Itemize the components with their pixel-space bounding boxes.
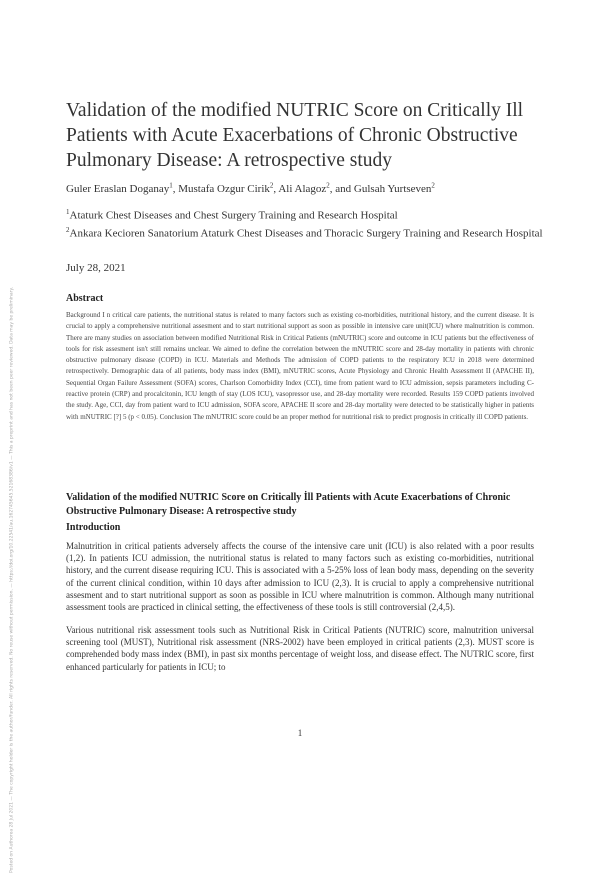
- publication-date: July 28, 2021: [66, 262, 126, 274]
- paper-title: Validation of the modified NUTRIC Score on Critically Ill Patients with Acute Exacerbations of Chronic Obstructive Pulmonary Disease: A retrospective study: [66, 100, 524, 171]
- author: Guler Eraslan Doganay$^1$,: [66, 181, 179, 195]
- affiliation: $^1$Ataturk Chest Diseases and Chest Surgery Training and Research Hospital: [66, 208, 398, 222]
- sidebar-stamp-text: Posted on Authorea 28 Jul 2021 — The copyright holder is the author/funder. All rights reserved. No reuse without permission. — https://doi.org/10.22541/au.162745645.52168386/v1 — This a preprint and has not been peer reviewed. Data may be preliminary.: [9, 287, 15, 873]
- abstract-heading: Abstract: [66, 293, 104, 304]
- preprint-sidebar-stamp: [6, 287, 18, 873]
- author-list: [66, 181, 546, 195]
- introduction-heading: Introduction: [66, 522, 121, 533]
- page-number: 1: [297, 728, 303, 738]
- affiliations: [66, 205, 546, 240]
- body-paragraph: Malnutrition in critical patients adversely affects the course of the intensive care unit (ICU) is also related with a poor results (1,2). In patients ICU admission, the nutritional status is related to many factors such as existing co-morbidities, nutritional history, and the current disease requiring ICU. This is associated with a 5-25% loss of lean body mass, depending on the severity of the current clinical condition, within 10 days after admission to ICU (2,3). It is crucial to apply a comprehensive nutritional assesment and to start nutritional support as soon as possible in ICU where malnutrition is common. Although many nutritional assessment tools are practiced in clinical setting, the effectiveness of these tools is still controversial (2,4,5).: [66, 541, 534, 613]
- author: Gulsah Yurtseven$^2$: [353, 181, 435, 195]
- body-paragraph: Various nutritional risk assessment tools such as Nutritional Risk in Critical Patients (NUTRIC) score, malnutrition universal screening tool (MUST), Nutritional risk assessment (NRS-2002) have been employed in critical patients (2,3). MUST score is comprehended body mass index (BMI), in past six months percentage of weight loss, and disease effect. The NUTRIC score, first enhanced particularly for patients in ICU; to: [66, 625, 534, 672]
- affiliation: $^2$Ankara Kecioren Sanatorium Ataturk Chest Diseases and Thoracic Surgery Training and Research Hospital: [66, 225, 543, 240]
- author: Mustafa Ozgur Cirik$^2$,: [178, 181, 279, 195]
- abstract-text: Background I n critical care patients, the nutritional status is related to many factors such as existing co-morbidities, nutritional history, and the current disease. It is crucial to apply a comprehensive nutritional assesment and to start nutritional support as soon as possible in intensive care unit(ICU) where malnutrition is common. There are many studies on association between modified Nutritional Risk in Critical Patients (mNUTRIC) score and outcome in ICU patients but the effectiveness of tools for risk assesment isn't still remains unclear. We aimed to define the correlation between the mNUTRIC score and 28-day mortality in patients with chronic obstructive pulmonary disease (COPD) in ICU. Materials and Methods The admission of COPD patients to the respiratory ICU in 2018 were determined retrospectively. Demographic data of all patients, body mass index (BMI), mNUTRIC scores, Acute Physiology and Chronic Health Assessment II (APACHE II), Sequential Organ Failure Assessment (SOFA) scores, Charlson Comorbidity Index (CCI), time from patient ward to ICU admission, sepsis parameters including C-reactive protein (CRP) and procalcitonin, ICU length of stay (LOS ICU), vasopressor use, and 28-day mortality were recorded. Results 159 COPD patients involved the study. Age, CCI, day from patient ward to ICU admission, SOFA score, APACHE II score and 28-day mortality were detected to be statistically higher in patients with mNUTRIC [?] 5 (p < 0.05). Conclusion The mNUTRIC score could be an proper method for nutritional risk to predict prognosis in critically ill COPD patients.: [66, 311, 534, 421]
- author: Ali Alagoz$^2$, and: [278, 181, 354, 195]
- section-title: Validation of the modified NUTRIC Score on Critically İll Patients with Acute Exacerbations of Chronic Obstructive Pulmonary Disease: A retrospective study: [66, 492, 511, 517]
